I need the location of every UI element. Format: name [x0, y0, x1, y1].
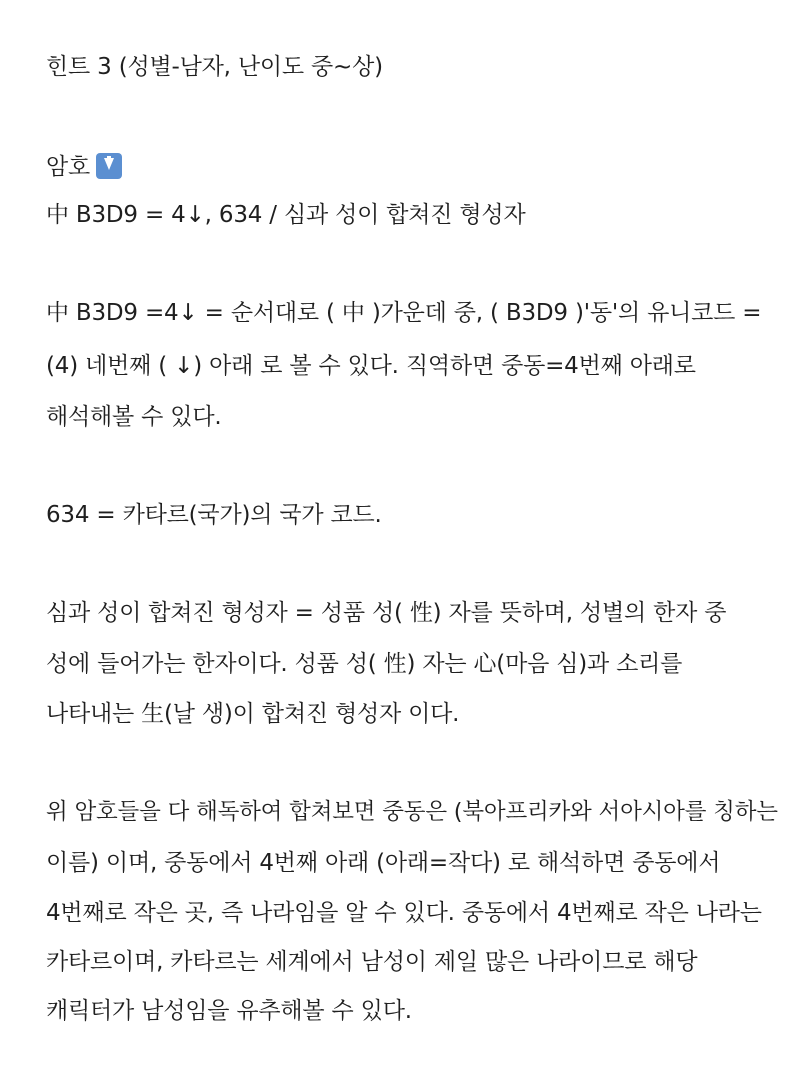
conclusion-line-5: 캐릭터가 남성임을 유추해볼 수 있다. — [46, 998, 412, 1024]
code-heading: 암호 — [46, 154, 91, 180]
explain-3-line-2: 성에 들어가는 한자이다. 성품 성( 性) 자는 心(마음 심)과 소리를 — [46, 651, 683, 677]
hint-title: 힌트 3 (성별-남자, 난이도 중~상) — [46, 54, 383, 80]
conclusion-line-3: 4번째로 작은 곳, 즉 나라임을 알 수 있다. 중동에서 4번째로 작은 나라는 — [46, 900, 762, 926]
explain-3-line-1: 심과 성이 합쳐진 형성자 = 성품 성( 性) 자를 뜻하며, 성별의 한자 중 — [46, 600, 727, 626]
explain-1-line-3: 해석해볼 수 있다. — [46, 404, 222, 430]
down-arrow-emoji-icon — [96, 153, 122, 179]
explain-1-line-2: (4) 네번째 ( ↓) 아래 로 볼 수 있다. 직역하면 중동=4번째 아래로 — [46, 353, 696, 379]
explain-2-line: 634 = 카타르(국가)의 국가 코드. — [46, 502, 382, 528]
conclusion-line-4: 카타르이며, 카타르는 세계에서 남성이 제일 많은 나라이므로 해당 — [46, 949, 698, 975]
conclusion-line-1: 위 암호들을 다 해독하여 합쳐보면 중동은 (북아프리카와 서아시아를 칭하는 — [46, 799, 778, 825]
explain-3-line-3: 나타내는 生(날 생)이 합쳐진 형성자 이다. — [46, 701, 460, 727]
code-heading-row — [46, 152, 122, 182]
explain-1-line-1: 中 B3D9 =4↓ = 순서대로 ( 中 )가운데 중, ( B3D9 )'동'의 유니코드 = — [46, 300, 762, 326]
code-line: 中 B3D9 = 4↓, 634 / 심과 성이 합쳐진 형성자 — [46, 202, 526, 228]
conclusion-line-2: 이름) 이며, 중동에서 4번째 아래 (아래=작다) 로 해석하면 중동에서 — [46, 850, 721, 876]
